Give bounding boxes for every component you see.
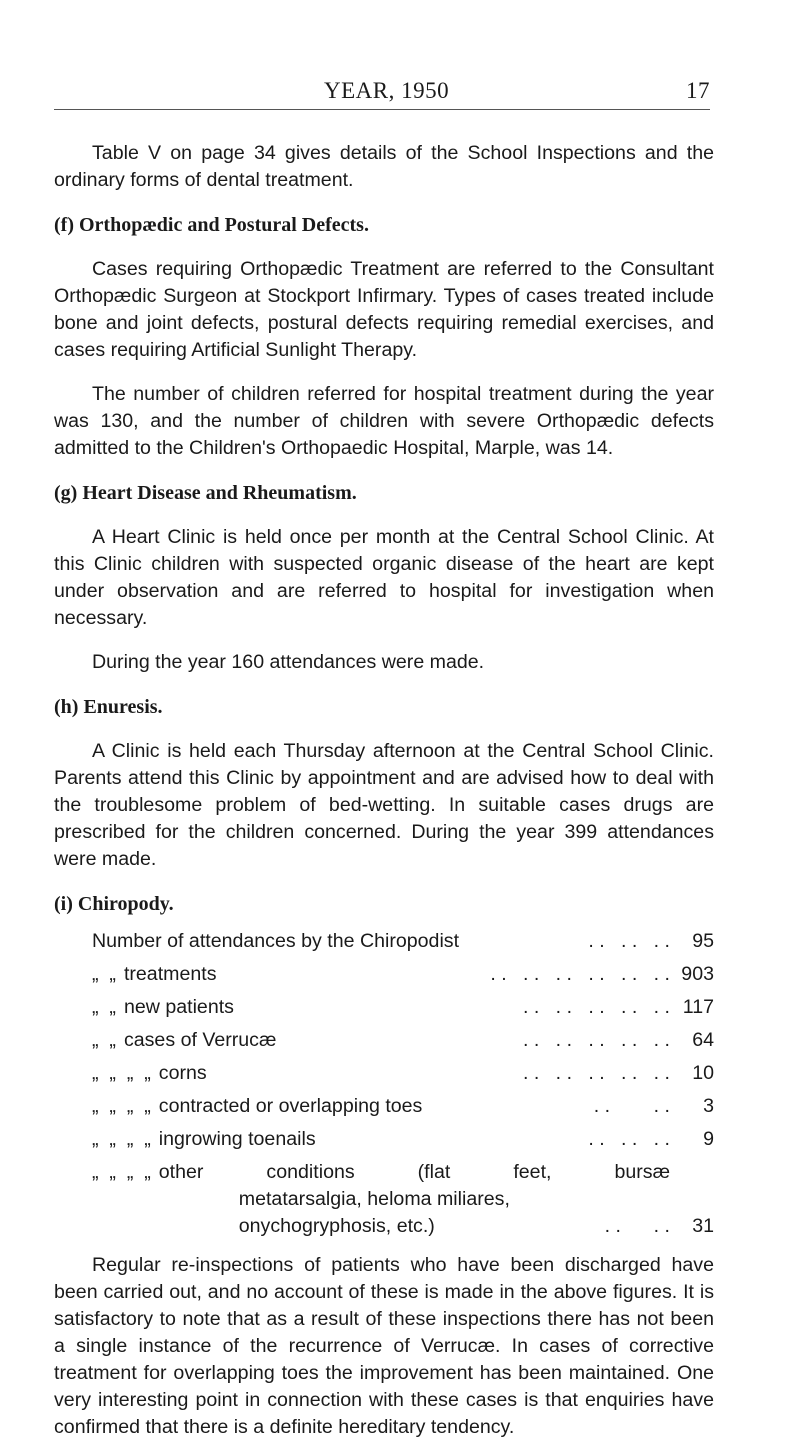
row-label: new patients — [123, 996, 234, 1018]
section-heading-h: (h) Enuresis. — [54, 696, 163, 718]
ditto-marks: „ „ — [92, 1029, 116, 1051]
chiropody-row — [92, 1093, 714, 1126]
row-value: 10 — [692, 1062, 714, 1084]
other-line-1: other conditions (flat feet, bursæ — [158, 1161, 670, 1183]
ditto-marks: „ „ — [92, 963, 116, 985]
other-line-2: metatarsalgia, heloma miliares, — [238, 1188, 510, 1210]
chiropody-row — [92, 961, 714, 994]
section-heading-i: (i) Chiropody. — [54, 893, 174, 915]
section-g-paragraph-1: A Heart Clinic is held once per month at the Central School Clinic. At this Clinic children with suspected organic disease of the heart are kept under observation and are referred to hospital for investigation when necessary. — [54, 526, 714, 629]
chiropody-row — [92, 994, 714, 1027]
chiropody-row-other — [92, 1159, 714, 1240]
page-number: 17 — [686, 78, 710, 103]
leader-dots: . . . . — [604, 1215, 670, 1237]
ditto-marks: „ „ „ „ — [92, 1095, 151, 1117]
section-f-paragraph-2: The number of children referred for hospital treatment during the year was 130, and the number of children with severe Orthopædic defects admitted to the Children's Orthopaedic Hospital, Marple, was 14. — [54, 383, 714, 459]
ditto-marks: „ „ „ „ — [92, 1062, 151, 1084]
row-label: treatments — [123, 963, 217, 985]
running-title: YEAR, 1950 — [324, 78, 450, 103]
row-label: cases of Verrucæ — [123, 1029, 277, 1051]
ditto-marks: „ „ „ „ — [92, 1128, 151, 1150]
section-h-paragraph-1: A Clinic is held each Thursday afternoon at the Central School Clinic. Parents attend this Clinic by appointment and are advised how to deal with the troublesome problem of bed-wetting. In suitable cases drugs are prescribed for the children concerned. During the year 399 attendances were made. — [54, 740, 714, 870]
page-body — [54, 140, 714, 1441]
chiropody-row — [92, 1126, 714, 1159]
row-value: 31 — [692, 1215, 714, 1237]
header-rule — [54, 109, 710, 110]
leader-dots: . . . . — [593, 1095, 670, 1117]
leader-dots: . . . . . . — [588, 1128, 670, 1150]
section-g-paragraph-2: During the year 160 attendances were made. — [92, 651, 485, 673]
intro-paragraph: Table V on page 34 gives details of the School Inspections and the ordinary forms of dental treatment. — [54, 142, 714, 191]
chiropody-row — [92, 1060, 714, 1093]
row-label: corns — [158, 1062, 207, 1084]
row-label: Number of attendances by the Chiropodist — [92, 930, 460, 952]
ditto-marks: „ „ „ „ — [92, 1161, 151, 1183]
row-value: 64 — [692, 1029, 714, 1051]
ditto-marks: „ „ — [92, 996, 116, 1018]
section-f-paragraph-1: Cases requiring Orthopædic Treatment are referred to the Consultant Orthopædic Surgeon at Stockport Infirmary. Types of cases treated include bone and joint defects, postural defects requiring remedial exercises, and cases requiring Artificial Sunlight Therapy. — [54, 258, 714, 361]
leader-dots: . . . . . . . . . . — [523, 1029, 670, 1051]
section-i-closing-paragraph: Regular re-inspections of patients who have been discharged have been carried out, and no account of these is made in the above figures. It is satisfactory to note that as a result of these inspections there has not been a single instance of the recurrence of Verrucæ. In cases of corrective treatment for overlapping toes the improvement has been maintained. One very interesting point in connection with these cases is that enquiries have confirmed that there is a definite hereditary tendency. — [54, 1254, 714, 1438]
leader-dots: . . . . . . — [588, 930, 670, 952]
section-heading-g: (g) Heart Disease and Rheumatism. — [54, 482, 357, 504]
chiropody-row — [92, 1027, 714, 1060]
row-value: 3 — [703, 1095, 714, 1117]
row-value: 117 — [682, 996, 714, 1018]
section-heading-f: (f) Orthopædic and Postural Defects. — [54, 214, 369, 236]
leader-dots: . . . . . . . . . . — [523, 996, 670, 1018]
chiropody-row — [92, 928, 714, 961]
row-label: contracted or overlapping toes — [158, 1095, 423, 1117]
row-value: 9 — [703, 1128, 714, 1150]
other-conditions-block — [159, 1159, 670, 1240]
row-value: 95 — [692, 930, 714, 952]
leader-dots: . . . . . . . . . . . . — [490, 963, 670, 985]
other-line-3: onychogryphosis, etc.) — [238, 1215, 435, 1237]
chiropody-table — [92, 928, 714, 1240]
row-value: 903 — [681, 963, 714, 985]
leader-dots: . . . . . . . . . . — [523, 1062, 670, 1084]
row-label: ingrowing toenails — [158, 1128, 316, 1150]
